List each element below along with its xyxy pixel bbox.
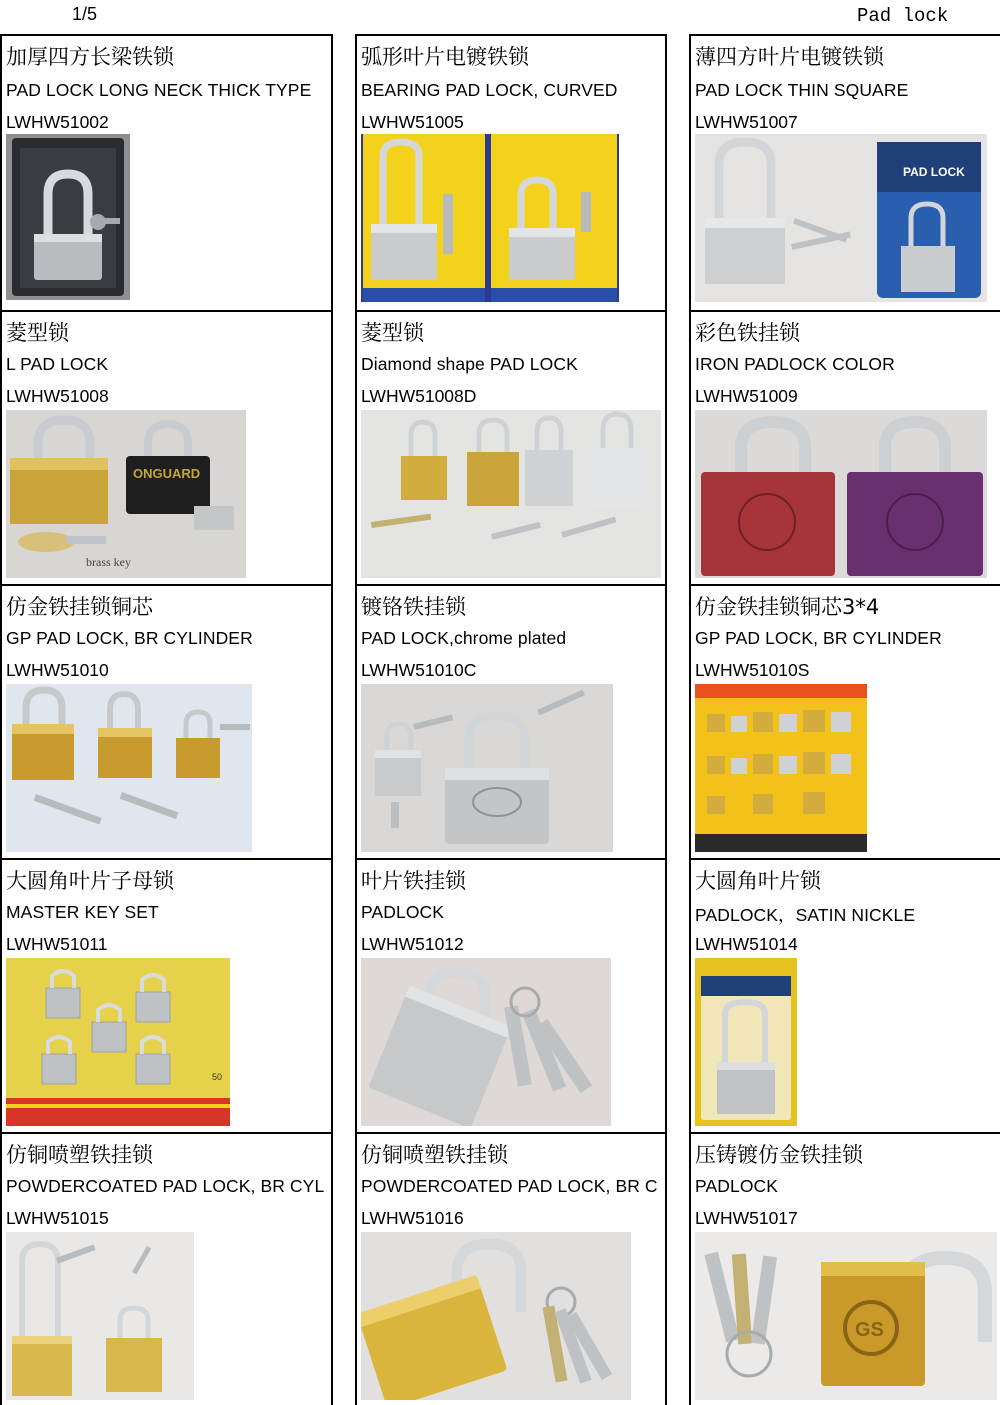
product-cell: [357, 1132, 665, 1405]
product-name-cn: 弧形叶片电镀铁锁: [361, 45, 529, 69]
product-photo: [6, 684, 252, 852]
product-name-en: PADLOCK: [695, 1176, 779, 1196]
page-title: Pad lock: [857, 5, 949, 27]
product-photo: [361, 958, 611, 1126]
product-code: LWHW51010S: [695, 660, 810, 680]
product-photo: [695, 410, 987, 578]
product-name-cn: 压铸镀仿金铁挂锁: [695, 1143, 863, 1167]
product-name-cn: 大圆角叶片子母锁: [6, 869, 174, 893]
product-name-en: POWDERCOATED PAD LOCK, BR CYL: [6, 1176, 325, 1196]
product-photo: [6, 410, 246, 578]
product-code: LWHW51008D: [361, 386, 477, 406]
product-name-en: PADLOCK: [361, 902, 445, 922]
svg-text:50: 50: [212, 1072, 223, 1082]
page-number: 1/5: [72, 4, 98, 24]
product-photo: [695, 684, 867, 852]
product-photo: [6, 134, 130, 300]
product-photo: [361, 684, 613, 852]
svg-text:PAD LOCK: PAD LOCK: [903, 165, 965, 179]
product-code: LWHW51002: [6, 112, 109, 132]
product-cell: [2, 584, 331, 858]
product-code: LWHW51007: [695, 112, 798, 132]
product-photo: [6, 958, 230, 1126]
product-name-en: BEARING PAD LOCK, CURVED: [361, 80, 618, 100]
product-code: LWHW51005: [361, 112, 464, 132]
product-name-cn: 镀铬铁挂锁: [361, 595, 466, 619]
product-cell: [357, 36, 665, 310]
product-photo: [361, 410, 661, 578]
svg-text:GS: GS: [855, 1319, 884, 1341]
product-photo: [695, 958, 797, 1126]
product-name-cn: 菱型锁: [361, 321, 424, 345]
product-name-cn: 叶片铁挂锁: [361, 869, 466, 893]
product-name-en: L PAD LOCK: [6, 354, 109, 374]
product-name-en: PADLOCK，SATIN NICKLE: [695, 905, 916, 925]
product-code: LWHW51009: [695, 386, 798, 406]
product-photo: [6, 1232, 194, 1400]
product-cell: [2, 310, 331, 584]
product-name-cn: 菱型锁: [6, 321, 69, 345]
product-name-en: PAD LOCK THIN SQUARE: [695, 80, 909, 100]
product-cell: [357, 858, 665, 1132]
product-name-cn: 大圆角叶片锁: [695, 869, 821, 893]
product-code: LWHW51017: [695, 1208, 798, 1228]
product-name-en: MASTER KEY SET: [6, 902, 159, 922]
catalog-column-1: [0, 34, 333, 1405]
product-cell: [691, 310, 1000, 584]
product-cell: [691, 1132, 1000, 1405]
product-photo: [695, 1232, 997, 1400]
product-cell: [691, 858, 1000, 1132]
product-code: LWHW51010C: [361, 660, 477, 680]
product-code: LWHW51014: [695, 934, 798, 954]
product-cell: [357, 584, 665, 858]
product-cell: [357, 310, 665, 584]
catalog-column-3: [689, 34, 1000, 1405]
product-name-cn: 仿铜喷塑铁挂锁: [361, 1143, 508, 1167]
product-code: LWHW51015: [6, 1208, 109, 1228]
product-name-cn: 加厚四方长梁铁锁: [6, 45, 174, 69]
product-code: LWHW51012: [361, 934, 464, 954]
product-name-en: GP PAD LOCK, BR CYLINDER: [695, 628, 942, 648]
product-name-en: GP PAD LOCK, BR CYLINDER: [6, 628, 253, 648]
product-name-cn: 仿金铁挂锁铜芯: [6, 595, 153, 619]
product-name-cn: 仿金铁挂锁铜芯3*4: [695, 595, 880, 619]
svg-text:ONGUARD: ONGUARD: [133, 466, 201, 481]
product-cell: [2, 1132, 331, 1405]
product-cell: [2, 36, 331, 310]
product-cell: [691, 36, 1000, 310]
catalog-column-2: [355, 34, 667, 1405]
product-name-cn: 彩色铁挂锁: [695, 321, 800, 345]
product-name-en: POWDERCOATED PAD LOCK, BR C: [361, 1176, 658, 1196]
product-code: LWHW51010: [6, 660, 109, 680]
product-code: LWHW51011: [6, 934, 108, 954]
product-photo: [361, 1232, 631, 1400]
product-name-en: PAD LOCK,chrome plated: [361, 628, 567, 648]
product-photo: [695, 134, 987, 302]
product-code: LWHW51016: [361, 1208, 464, 1228]
product-cell: [2, 858, 331, 1132]
product-photo: [361, 134, 619, 302]
product-name-en: PAD LOCK LONG NECK THICK TYPE: [6, 80, 312, 100]
product-name-en: Diamond shape PAD LOCK: [361, 354, 578, 374]
product-cell: [691, 584, 1000, 858]
product-name-en: IRON PADLOCK COLOR: [695, 354, 895, 374]
product-code: LWHW51008: [6, 386, 109, 406]
svg-text:brass key: brass key: [86, 555, 131, 569]
product-name-cn: 薄四方叶片电镀铁锁: [695, 45, 884, 69]
product-name-cn: 仿铜喷塑铁挂锁: [6, 1143, 153, 1167]
